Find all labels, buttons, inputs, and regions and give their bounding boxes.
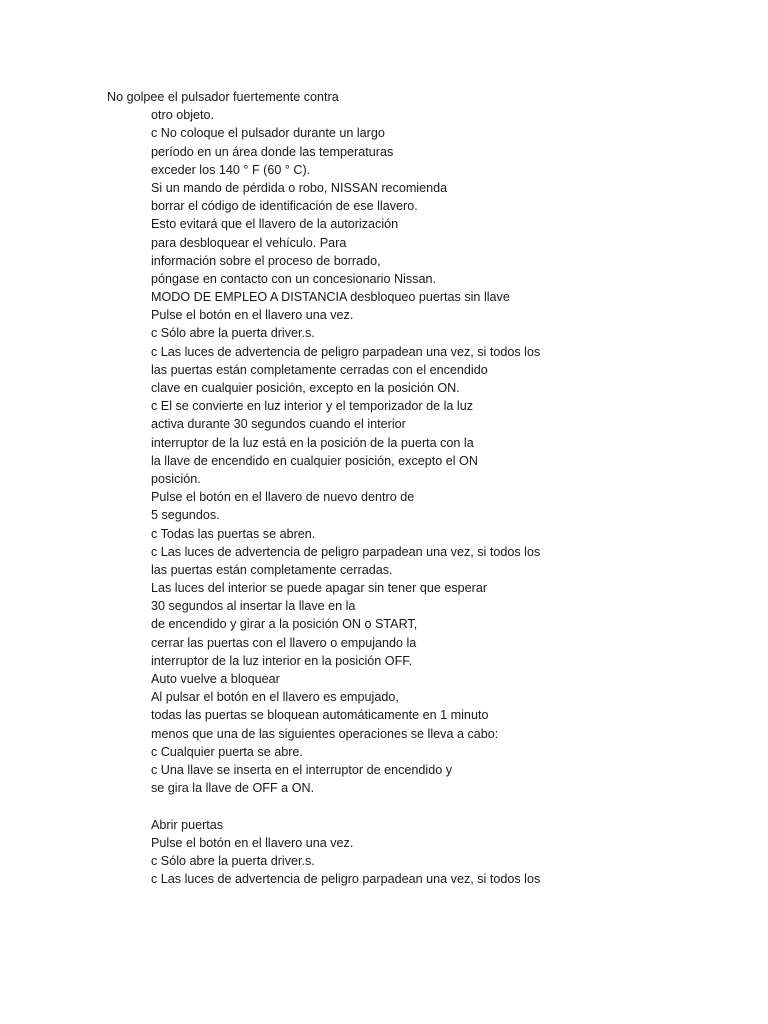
text-line: c Cualquier puerta se abre. bbox=[151, 744, 303, 759]
text-line: las puertas están completamente cerradas. bbox=[151, 562, 393, 577]
text-line: c Las luces de advertencia de peligro parpadean una vez, si todos los bbox=[151, 544, 541, 559]
section-heading: MODO DE EMPLEO A DISTANCIA desbloqueo puertas sin llave bbox=[151, 290, 510, 305]
text-line: c No coloque el pulsador durante un largo bbox=[151, 126, 385, 141]
text-line: 30 segundos al insertar la llave en la bbox=[151, 599, 356, 614]
text-line: c Las luces de advertencia de peligro parpadean una vez, si todos los bbox=[151, 872, 541, 887]
text-line: 5 segundos. bbox=[151, 508, 220, 523]
text-line: de encendido y girar a la posición ON o START, bbox=[151, 617, 418, 632]
blank-line bbox=[0, 797, 768, 815]
text-line: c Las luces de advertencia de peligro parpadean una vez, si todos los bbox=[151, 344, 541, 359]
section-heading: Abrir puertas bbox=[151, 817, 224, 832]
text-line: Al pulsar el botón en el llavero es empujado, bbox=[151, 690, 399, 705]
document-text bbox=[0, 88, 768, 888]
text-line: c El se convierte en luz interior y el temporizador de la luz bbox=[151, 399, 473, 414]
text-line: la llave de encendido en cualquier posición, excepto el ON bbox=[151, 453, 478, 468]
text-line: borrar el código de identificación de ese llavero. bbox=[151, 199, 418, 214]
text-line: menos que una de las siguientes operaciones se lleva a cabo: bbox=[151, 726, 499, 741]
text-line: todas las puertas se bloquean automáticamente en 1 minuto bbox=[151, 708, 489, 723]
section-heading: Auto vuelve a bloquear bbox=[151, 672, 280, 686]
text-line: Pulse el botón en el llavero una vez. bbox=[151, 835, 354, 850]
text-line: clave en cualquier posición, excepto en la posición ON. bbox=[151, 381, 460, 395]
text-line: otro objeto. bbox=[151, 108, 215, 123]
text-line: interruptor de la luz interior en la posición OFF. bbox=[151, 653, 413, 668]
text-line: Pulse el botón en el llavero una vez. bbox=[151, 308, 354, 323]
text-line: Pulse el botón en el llavero de nuevo dentro de bbox=[151, 490, 415, 505]
text-line: c Todas las puertas se abren. bbox=[151, 526, 316, 541]
text-line: información sobre el proceso de borrado, bbox=[151, 253, 381, 268]
text-line: para desbloquear el vehículo. Para bbox=[151, 235, 347, 250]
text-line: cerrar las puertas con el llavero o empujando la bbox=[151, 635, 417, 650]
text-line: se gira la llave de OFF a ON. bbox=[151, 781, 315, 796]
text-line: interruptor de la luz está en la posición de la puerta con la bbox=[151, 435, 474, 450]
text-line: Si un mando de pérdida o robo, NISSAN recomienda bbox=[151, 180, 448, 195]
text-line: c Sólo abre la puerta driver.s. bbox=[151, 853, 315, 868]
text-line: activa durante 30 segundos cuando el interior bbox=[151, 417, 406, 432]
text-line: Las luces del interior se puede apagar sin tener que esperar bbox=[151, 581, 488, 596]
text-line: Esto evitará que el llavero de la autorización bbox=[151, 217, 399, 232]
text-line: período en un área donde las temperaturas bbox=[151, 144, 394, 159]
text-line: c Sólo abre la puerta driver.s. bbox=[151, 326, 315, 341]
text-line: posición. bbox=[151, 471, 201, 486]
text-line: No golpee el pulsador fuertemente contra bbox=[107, 90, 339, 104]
text-line: c Una llave se inserta en el interruptor de encendido y bbox=[151, 762, 453, 777]
text-line: póngase en contacto con un concesionario Nissan. bbox=[151, 271, 436, 286]
text-line: exceder los 140 ° F (60 ° C). bbox=[151, 162, 311, 177]
text-line: las puertas están completamente cerradas con el encendido bbox=[151, 362, 488, 377]
